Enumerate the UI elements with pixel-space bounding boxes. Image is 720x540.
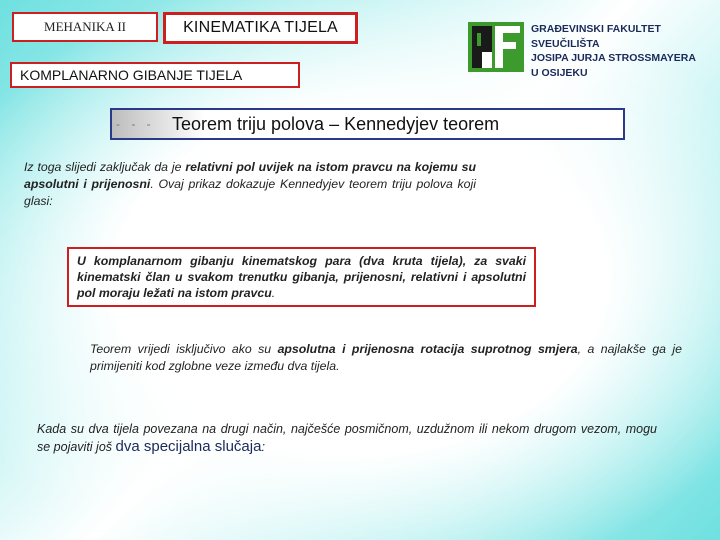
text: Iz toga slijedi zaključak da je	[24, 160, 186, 174]
faculty-name	[531, 22, 696, 80]
slide-title: Teorem triju polova – Kennedyjev teorem	[172, 113, 500, 134]
topic-text: KINEMATIKA TIJELA	[183, 19, 338, 36]
paragraph-special-cases	[37, 420, 657, 456]
faculty-line: SVEUČILIŠTA	[531, 37, 600, 50]
slide-title-box	[110, 108, 625, 140]
faculty-line: GRAĐEVINSKI FAKULTET	[531, 23, 661, 35]
topic-label	[163, 12, 358, 44]
text: .	[271, 286, 276, 300]
course-label	[12, 12, 158, 42]
text: :	[261, 440, 265, 454]
theorem-statement	[67, 247, 536, 307]
title-dashes: - - -	[116, 117, 155, 131]
paragraph-conclusion	[24, 159, 476, 210]
faculty-line: U OSIJEKU	[531, 66, 588, 79]
course-text: MEHANIKA II	[44, 19, 126, 34]
text: Kada su dva tijela povezana na drugi način, najčešće posmičnom, uzdužnom ili nekom drugom vezom, mogu se pojaviti još	[37, 422, 657, 454]
subtopic-text: KOMPLANARNO GIBANJE TIJELA	[20, 67, 243, 83]
faculty-line: JOSIPA JURJA STROSSMAYERA	[531, 52, 696, 65]
emphasis: apsolutna i prijenosna rotacija suprotnog smjera	[277, 342, 578, 356]
paragraph-condition	[90, 341, 682, 375]
emphasis: U komplanarnom gibanju kinematskog para (dva kruta tijela), za svaki kinematski član u svakom trenutku gibanja, prijenosni, relativni i apsolutni pol moraju ležati na istom pravcu	[77, 254, 526, 300]
text: Teorem vrijedi isključivo ako su	[90, 342, 278, 356]
subtopic-label	[10, 62, 300, 88]
emphasis: relativni pol uvijek na istom pravcu na kojemu su apsolutni i prijenosni	[24, 160, 477, 191]
text: , a najlakše ga je primijeniti kod zglobne veze između dva tijela.	[90, 342, 683, 373]
gf-logo-icon	[468, 22, 524, 72]
emphasis-large: dva specijalna slučaja	[115, 438, 262, 455]
text: . Ovaj prikaz dokazuje Kennedyjev teorem triju polova koji glasi:	[24, 177, 476, 208]
